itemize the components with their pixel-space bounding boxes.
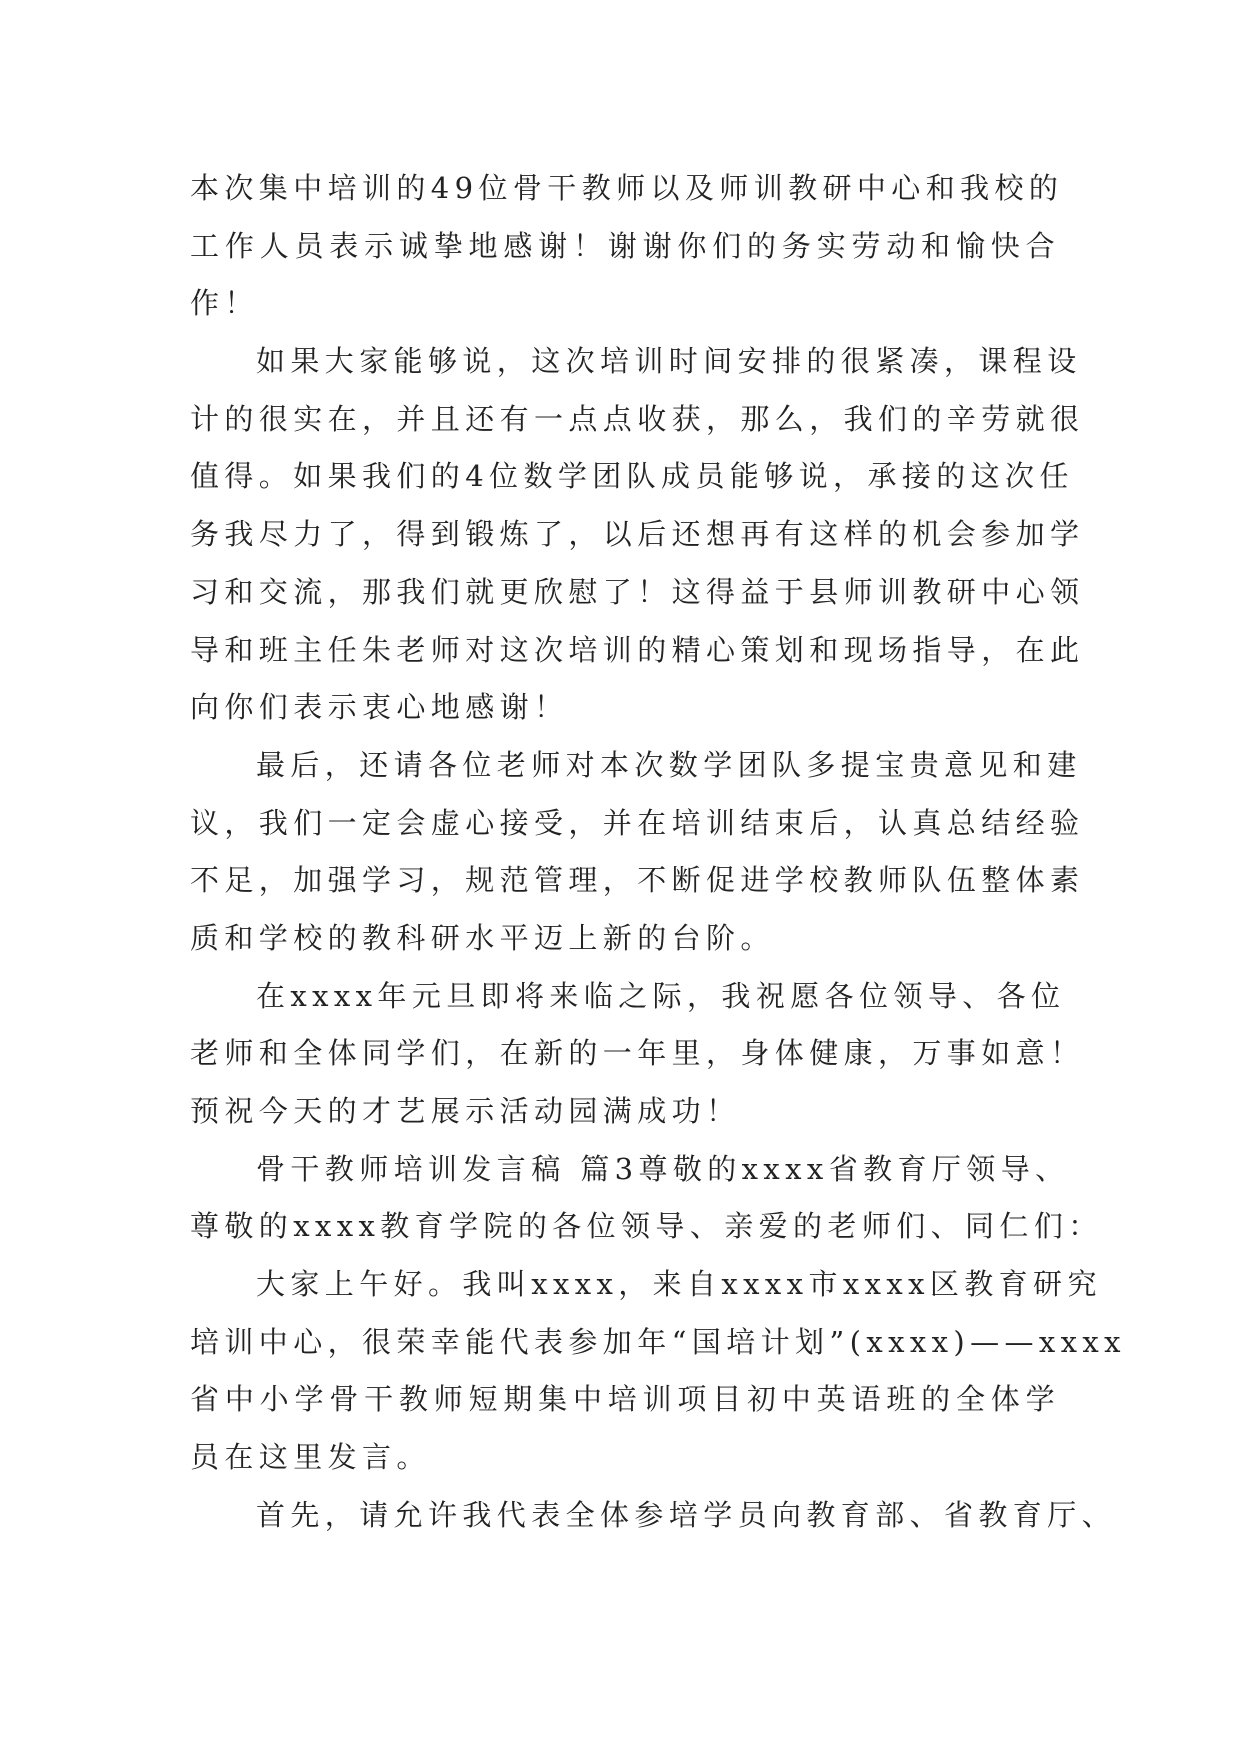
text-line: 尊敬的xxxx教育学院的各位领导、亲爱的老师们、同仁们： — [190, 1209, 1103, 1244]
text-line: 本次集中培训的49位骨干教师以及师训教研中心和我校的 — [190, 171, 1064, 205]
text-line: 计的很实在，并且还有一点点收获，那么，我们的辛劳就很 — [190, 401, 1085, 436]
text-line: 骨干教师培训发言稿 篇3尊敬的xxxx省教育厅领导、 — [256, 1151, 1070, 1186]
text-line: 作！ — [190, 286, 259, 321]
text-line: 省中小学骨干教师短期集中培训项目初中英语班的全体学 — [190, 1382, 1060, 1417]
document-body — [190, 160, 1126, 1545]
text-line: 大家上午好。我叫xxxx，来自xxxx市xxxx区教育研究 — [256, 1267, 1102, 1302]
text-line: 向你们表示衷心地感谢！ — [190, 690, 569, 725]
text-line: 老师和全体同学们，在新的一年里，身体健康，万事如意！ — [190, 1036, 1085, 1071]
text-line: 如果大家能够说，这次培训时间安排的很紧凑，课程设 — [256, 344, 1082, 379]
text-line: 培训中心，很荣幸能代表参加年“国培计划”(xxxx)——xxxx — [190, 1324, 1126, 1359]
text-line: 员在这里发言。 — [190, 1440, 431, 1475]
text-line: 在xxxx年元旦即将来临之际，我祝愿各位领导、各位 — [256, 978, 1066, 1013]
text-line: 导和班主任朱老师对这次培训的精心策划和现场指导，在此 — [190, 632, 1085, 667]
text-line: 预祝今天的才艺展示活动园满成功！ — [190, 1094, 741, 1128]
text-line: 议，我们一定会虚心接受，并在培训结束后，认真总结经验 — [190, 805, 1085, 840]
text-line: 首先，请允许我代表全体参培学员向教育部、省教育厅、 — [256, 1497, 1117, 1532]
text-line: 不足，加强学习，规范管理，不断促进学校教师队伍整体素 — [190, 863, 1085, 898]
text-line: 务我尽力了，得到锻炼了，以后还想再有这样的机会参加学 — [190, 517, 1085, 552]
text-line: 值得。如果我们的4位数学团队成员能够说，承接的这次任 — [190, 459, 1074, 494]
text-line: 工作人员表示诚挚地感谢！谢谢你们的务实劳动和愉快合 — [190, 228, 1060, 263]
text-line: 最后，还请各位老师对本次数学团队多提宝贵意见和建 — [256, 747, 1082, 782]
text-line: 质和学校的教科研水平迈上新的台阶。 — [190, 920, 775, 955]
text-line: 习和交流，那我们就更欣慰了！这得益于县师训教研中心领 — [190, 574, 1085, 609]
